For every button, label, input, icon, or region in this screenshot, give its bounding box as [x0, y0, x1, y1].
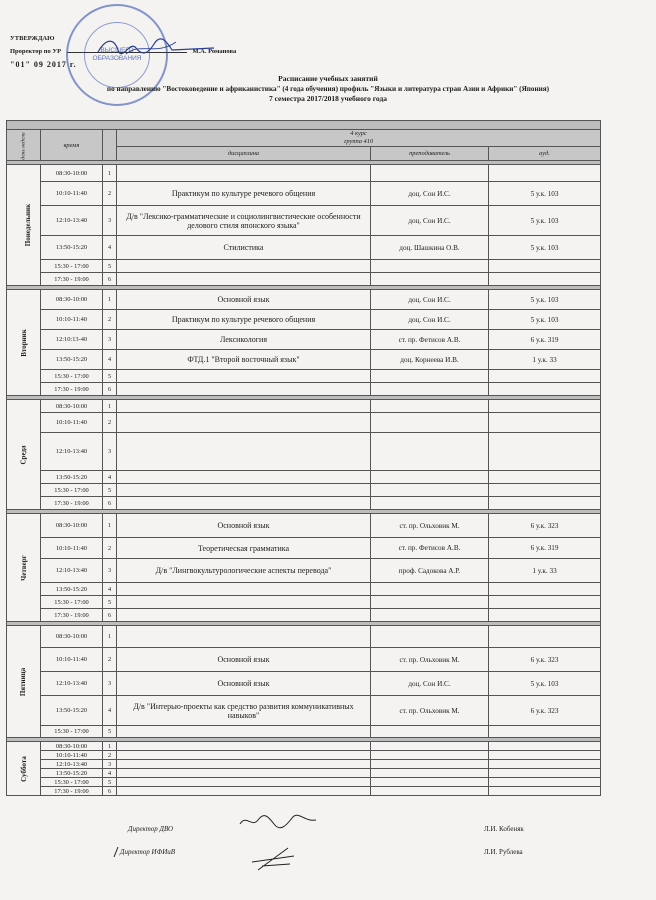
pair-number: 5	[103, 260, 117, 273]
pair-number: 5	[103, 370, 117, 383]
discipline-cell	[117, 726, 371, 738]
room-cell: 1 у.к. 33	[489, 350, 601, 370]
discipline-cell	[117, 497, 371, 510]
header-day: день недели	[7, 130, 41, 161]
teacher-cell	[371, 596, 489, 609]
pair-number: 5	[103, 596, 117, 609]
teacher-cell	[371, 583, 489, 596]
time-cell: 08:30-10:00	[41, 400, 103, 413]
room-cell: 6 у.к. 323	[489, 514, 601, 538]
pair-number: 6	[103, 383, 117, 396]
schedule-row	[7, 559, 601, 583]
pair-number: 4	[103, 769, 117, 778]
day-name: Четверг	[7, 514, 41, 622]
room-cell	[489, 400, 601, 413]
discipline-cell	[117, 273, 371, 286]
room-cell	[489, 383, 601, 396]
teacher-cell: ст. пр. Ольховик М.	[371, 696, 489, 726]
teacher-cell	[371, 751, 489, 760]
day-name: Суббота	[7, 742, 41, 796]
schedule-row	[7, 370, 601, 383]
discipline-cell	[117, 413, 371, 433]
pair-number: 4	[103, 350, 117, 370]
discipline-cell	[117, 471, 371, 484]
room-cell	[489, 260, 601, 273]
time-cell: 12:10-13:40	[41, 760, 103, 769]
room-cell: 5 у.к. 103	[489, 206, 601, 236]
room-cell	[489, 471, 601, 484]
teacher-cell: ст. пр. Фетисов А.В.	[371, 538, 489, 559]
header-number	[103, 130, 117, 161]
teacher-cell	[371, 497, 489, 510]
schedule-row	[7, 787, 601, 796]
time-cell: 17:30 - 19:00	[41, 383, 103, 396]
document-title	[0, 74, 656, 104]
teacher-cell: доц. Сон И.С.	[371, 206, 489, 236]
pair-number: 2	[103, 310, 117, 330]
room-cell	[489, 596, 601, 609]
teacher-cell	[371, 413, 489, 433]
room-cell: 5 у.к. 103	[489, 672, 601, 696]
schedule-row	[7, 433, 601, 471]
time-cell: 15:30 - 17:00	[41, 484, 103, 497]
approval-name: М.А. Романова	[192, 48, 237, 55]
room-cell	[489, 769, 601, 778]
header-room: ауд.	[489, 147, 601, 161]
title-line-2: по направлению "Востоковедение и африканистика" (4 года обучения) профиль "Языки и литература стран Азии и Африки" (Япония)	[106, 85, 550, 93]
director-dvo-label: Директор ДВО	[128, 825, 174, 833]
time-cell: 17:30 - 19:00	[41, 497, 103, 510]
time-cell: 08:30-10:00	[41, 514, 103, 538]
discipline-cell	[117, 787, 371, 796]
discipline-cell	[117, 165, 371, 182]
teacher-cell	[371, 769, 489, 778]
time-cell: 12:10-13:40	[41, 559, 103, 583]
teacher-cell: доц. Сон И.С.	[371, 310, 489, 330]
discipline-cell: Практикум по культуре речевого общения	[117, 182, 371, 206]
teacher-cell: доц. Корнеева И.В.	[371, 350, 489, 370]
discipline-cell: Теоретическая грамматика	[117, 538, 371, 559]
schedule-row	[7, 626, 601, 648]
schedule-row	[7, 182, 601, 206]
schedule-row	[7, 165, 601, 182]
time-cell: 10:10-11:40	[41, 538, 103, 559]
room-cell	[489, 609, 601, 622]
teacher-cell	[371, 471, 489, 484]
teacher-cell	[371, 742, 489, 751]
schedule-row	[7, 742, 601, 751]
pair-number: 4	[103, 236, 117, 260]
schedule-table	[6, 120, 601, 796]
room-cell: 6 у.к. 319	[489, 330, 601, 350]
time-cell: 10:10-11:40	[41, 751, 103, 760]
pair-number: 4	[103, 583, 117, 596]
teacher-cell	[371, 273, 489, 286]
schedule-row	[7, 538, 601, 559]
discipline-cell: ФТД.1 "Второй восточный язык"	[117, 350, 371, 370]
teacher-cell	[371, 726, 489, 738]
schedule-row	[7, 769, 601, 778]
dash-mark	[112, 846, 120, 858]
seal-text-1: ВЫСШЕГО	[100, 47, 134, 54]
time-cell: 17:30 - 19:00	[41, 609, 103, 622]
teacher-cell: ст. пр. Ольховик М.	[371, 514, 489, 538]
schedule-row	[7, 400, 601, 413]
room-cell: 6 у.к. 323	[489, 648, 601, 672]
room-cell	[489, 583, 601, 596]
schedule-row	[7, 484, 601, 497]
time-cell: 12:10-13:40	[41, 433, 103, 471]
schedule-row	[7, 350, 601, 370]
room-cell	[489, 273, 601, 286]
teacher-cell	[371, 260, 489, 273]
room-cell: 5 у.к. 103	[489, 236, 601, 260]
director-ifiv-name: Л.И. Рублева	[484, 848, 523, 856]
schedule-row	[7, 383, 601, 396]
schedule-row	[7, 648, 601, 672]
teacher-cell: доц. Шашкина О.В.	[371, 236, 489, 260]
schedule-row	[7, 596, 601, 609]
time-cell: 08:30-10:00	[41, 165, 103, 182]
discipline-cell	[117, 383, 371, 396]
room-cell: 5 у.к. 103	[489, 182, 601, 206]
day-name: Среда	[7, 400, 41, 510]
time-cell: 15:30 - 17:00	[41, 726, 103, 738]
discipline-cell: Д/в "Лексико-грамматические и социолингвистические особенности делового стиля японского языка"	[117, 206, 371, 236]
schedule-row	[7, 514, 601, 538]
teacher-cell	[371, 484, 489, 497]
schedule-row	[7, 583, 601, 596]
schedule-row	[7, 236, 601, 260]
room-cell	[489, 497, 601, 510]
schedule-row	[7, 290, 601, 310]
pair-number: 3	[103, 206, 117, 236]
room-cell	[489, 370, 601, 383]
pair-number: 1	[103, 514, 117, 538]
time-cell: 10:10-11:40	[41, 413, 103, 433]
teacher-cell	[371, 370, 489, 383]
pair-number: 3	[103, 433, 117, 471]
time-cell: 15:30 - 17:00	[41, 778, 103, 787]
discipline-cell	[117, 260, 371, 273]
discipline-cell: Д/в "Лингвокультурологические аспекты перевода"	[117, 559, 371, 583]
time-cell: 10:10-11:40	[41, 648, 103, 672]
room-cell	[489, 778, 601, 787]
time-cell: 15:30 - 17:00	[41, 260, 103, 273]
discipline-cell: Основной язык	[117, 672, 371, 696]
schedule-row	[7, 260, 601, 273]
pair-number: 5	[103, 726, 117, 738]
schedule-row	[7, 310, 601, 330]
pair-number: 4	[103, 471, 117, 484]
room-cell	[489, 413, 601, 433]
teacher-cell: доц. Сон И.С.	[371, 672, 489, 696]
pair-number: 6	[103, 273, 117, 286]
day-name: Понедельник	[7, 165, 41, 286]
schedule-row	[7, 696, 601, 726]
room-cell: 5 у.к. 103	[489, 290, 601, 310]
director-ifiv-label: Директор ИФИиВ	[120, 848, 176, 856]
schedule-row	[7, 273, 601, 286]
discipline-cell	[117, 760, 371, 769]
schedule-row	[7, 497, 601, 510]
pair-number: 3	[103, 559, 117, 583]
room-cell: 1 у.к. 33	[489, 559, 601, 583]
schedule-row	[7, 471, 601, 484]
discipline-cell	[117, 596, 371, 609]
discipline-cell	[117, 609, 371, 622]
day-name: Вторник	[7, 290, 41, 396]
time-cell: 15:30 - 17:00	[41, 370, 103, 383]
room-cell	[489, 433, 601, 471]
header-discipline: дисциплина	[117, 147, 371, 161]
pair-number: 2	[103, 751, 117, 760]
room-cell	[489, 626, 601, 648]
room-cell	[489, 760, 601, 769]
header-course: 4 курс группа 410	[117, 130, 601, 147]
room-cell	[489, 751, 601, 760]
time-cell: 08:30-10:00	[41, 290, 103, 310]
teacher-cell	[371, 760, 489, 769]
discipline-cell: Практикум по культуре речевого общения	[117, 310, 371, 330]
top-band	[7, 121, 601, 130]
schedule-row	[7, 778, 601, 787]
pair-number: 1	[103, 290, 117, 310]
day-name: Пятница	[7, 626, 41, 738]
seal-text-2: ОБРАЗОВАНИЯ	[92, 55, 142, 62]
time-cell: 12:10:13-40	[41, 330, 103, 350]
teacher-cell: доц. Сон И.С.	[371, 290, 489, 310]
time-cell: 17:30 - 19:00	[41, 787, 103, 796]
time-cell: 17:30 - 19:00	[41, 273, 103, 286]
director-ifiv-signature	[248, 842, 298, 876]
discipline-cell	[117, 742, 371, 751]
approval-position: Проректор по УР	[10, 48, 62, 55]
pair-number: 6	[103, 609, 117, 622]
time-cell: 12:10-13:40	[41, 206, 103, 236]
header-time: время	[41, 130, 103, 161]
schedule-row	[7, 760, 601, 769]
discipline-cell	[117, 484, 371, 497]
room-cell	[489, 484, 601, 497]
discipline-cell	[117, 778, 371, 787]
schedule-row	[7, 206, 601, 236]
time-cell: 10:10-11:40	[41, 310, 103, 330]
discipline-cell: Лексикология	[117, 330, 371, 350]
pair-number: 1	[103, 742, 117, 751]
pair-number: 3	[103, 672, 117, 696]
discipline-cell: Основной язык	[117, 290, 371, 310]
pair-number: 2	[103, 538, 117, 559]
pair-number: 4	[103, 696, 117, 726]
discipline-cell	[117, 583, 371, 596]
room-cell	[489, 726, 601, 738]
room-cell: 5 у.к. 103	[489, 310, 601, 330]
time-cell: 10:10-11:40	[41, 182, 103, 206]
teacher-cell	[371, 778, 489, 787]
room-cell	[489, 165, 601, 182]
time-cell: 12:10-13:40	[41, 672, 103, 696]
teacher-cell: доц. Сон И.С.	[371, 182, 489, 206]
room-cell: 6 у.к. 323	[489, 696, 601, 726]
pair-number: 2	[103, 648, 117, 672]
schedule-row	[7, 609, 601, 622]
schedule-row	[7, 330, 601, 350]
approval-signature	[96, 34, 216, 60]
time-cell: 13:50-15:20	[41, 696, 103, 726]
discipline-cell	[117, 626, 371, 648]
discipline-cell: Д/в "Интерью-проекты как средство развития коммуникативных навыков"	[117, 696, 371, 726]
room-cell	[489, 787, 601, 796]
pair-number: 2	[103, 182, 117, 206]
pair-number: 6	[103, 497, 117, 510]
room-cell	[489, 742, 601, 751]
teacher-cell	[371, 609, 489, 622]
pair-number: 1	[103, 626, 117, 648]
schedule-row	[7, 672, 601, 696]
discipline-cell: Основной язык	[117, 648, 371, 672]
teacher-cell	[371, 400, 489, 413]
time-cell: 13:50-15:20	[41, 471, 103, 484]
pair-number: 3	[103, 330, 117, 350]
discipline-cell	[117, 370, 371, 383]
teacher-cell	[371, 787, 489, 796]
schedule-row	[7, 726, 601, 738]
discipline-cell	[117, 433, 371, 471]
title-line-3: 7 семестра 2017/2018 учебного года	[268, 94, 388, 103]
approval-label: УТВЕРЖДАЮ	[10, 35, 55, 42]
teacher-cell	[371, 433, 489, 471]
discipline-cell: Основной язык	[117, 514, 371, 538]
teacher-cell	[371, 383, 489, 396]
time-cell: 13:50-15:20	[41, 236, 103, 260]
pair-number: 1	[103, 165, 117, 182]
time-cell: 15:30 - 17:00	[41, 596, 103, 609]
time-cell: 13:50-15:20	[41, 583, 103, 596]
teacher-cell	[371, 165, 489, 182]
discipline-cell: Стилистика	[117, 236, 371, 260]
pair-number: 2	[103, 413, 117, 433]
title-line-1: Расписание учебных занятий	[278, 74, 378, 83]
schedule-row	[7, 751, 601, 760]
time-cell: 13:50-15:20	[41, 769, 103, 778]
header-teacher: преподаватель	[371, 147, 489, 161]
approval-date: "01" 09 2017 г.	[10, 60, 77, 69]
teacher-cell: проф. Садокова А.Р.	[371, 559, 489, 583]
pair-number: 3	[103, 760, 117, 769]
director-dvo-name: Л.И. Кобеняк	[484, 825, 524, 833]
schedule-row	[7, 413, 601, 433]
discipline-cell	[117, 400, 371, 413]
discipline-cell	[117, 769, 371, 778]
pair-number: 5	[103, 778, 117, 787]
pair-number: 1	[103, 400, 117, 413]
teacher-cell: ст. пр. Ольховик М.	[371, 648, 489, 672]
time-cell: 08:30-10:00	[41, 626, 103, 648]
time-cell: 13:50-15:20	[41, 350, 103, 370]
discipline-cell	[117, 751, 371, 760]
time-cell: 08:30-10:00	[41, 742, 103, 751]
teacher-cell	[371, 626, 489, 648]
teacher-cell: ст. пр. Фетисов А.В.	[371, 330, 489, 350]
room-cell: 6 у.к. 319	[489, 538, 601, 559]
pair-number: 6	[103, 787, 117, 796]
director-dvo-signature	[238, 812, 318, 832]
pair-number: 5	[103, 484, 117, 497]
